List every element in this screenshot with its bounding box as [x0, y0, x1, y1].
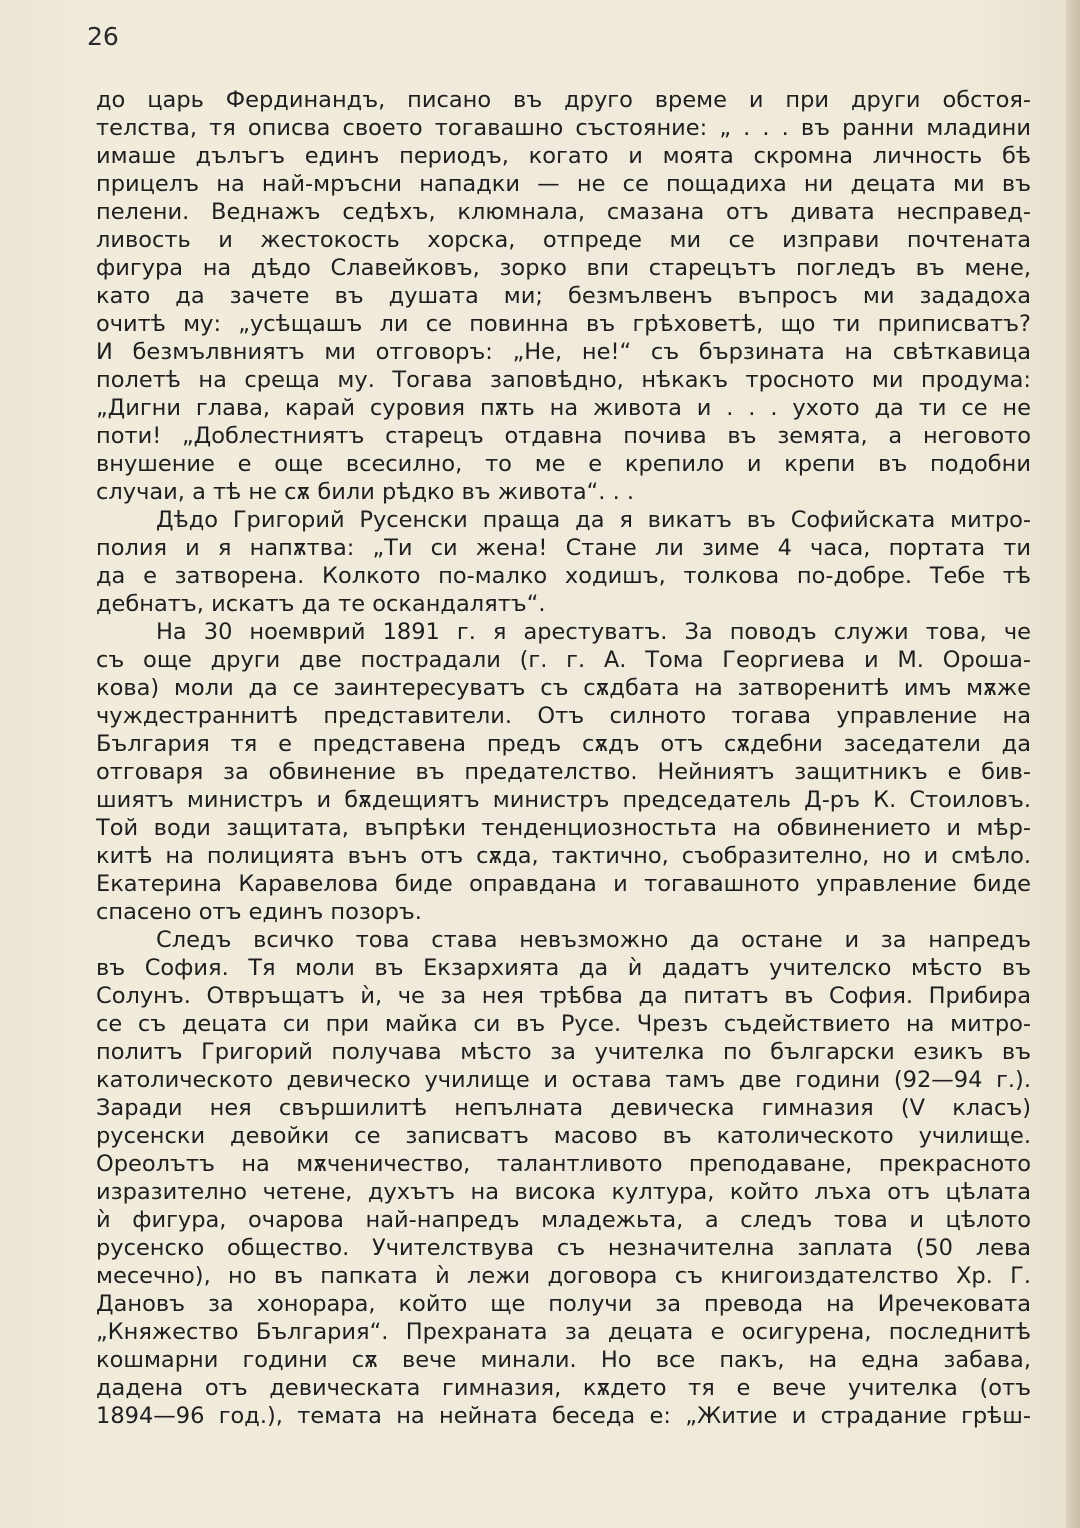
text-line: дадена отъ девическата гимназия, кѫдето тя е вече учителка (отъ [96, 1375, 1031, 1401]
text-line: се съ децата си при майка си въ Русе. Чрезъ съдействието на митро- [96, 1011, 1031, 1037]
text-line: Дановъ за хонорара, който ще получи за превода на Иречековата [96, 1291, 1031, 1317]
text-line: русенски девойки се записватъ масово въ католическото училище. [96, 1123, 1031, 1149]
text-line: политъ Григорий получава мѣсто за учителка по български езикъ въ [96, 1039, 1031, 1065]
text-line: дебнатъ, искатъ да те оскандалятъ“. [96, 591, 546, 617]
page-number: 26 [87, 22, 119, 51]
text-line: 1894—96 год.), темата на нейната беседа е: „Житие и страдание грѣш- [96, 1403, 1031, 1429]
text-line: България тя е представена предъ сѫдъ отъ сѫдебни заседатели да [96, 731, 1031, 757]
text-line: случаи, а тѣ не сѫ били рѣдко въ живота“. . . [96, 479, 635, 505]
text-line: русенско общество. Учителствува съ незначителна заплата (50 лева [96, 1235, 1031, 1261]
text-line: спасено отъ единъ позоръ. [96, 899, 422, 925]
text-line: Дѣдо Григорий Русенски праща да я викатъ въ Софийската митро- [156, 507, 1031, 533]
text-line: полетѣ на среща му. Тогава заповѣдно, нѣкакъ тросното ми продума: [96, 367, 1031, 393]
text-line: очитѣ му: „усѣщашъ ли се повинна въ грѣховетѣ, що ти приписватъ? [96, 311, 1031, 337]
text-line: Екатерина Каравелова биде оправдана и тогавашното управление биде [96, 871, 1031, 897]
text-line: китѣ на полицията вънъ отъ сѫда, тактично, съобразително, но и смѣло. [96, 843, 1031, 869]
text-line: шиятъ министръ и бѫдещиятъ министръ председатель Д-ръ К. Стоиловъ. [96, 787, 1031, 813]
text-line: чуждестраннитѣ представители. Отъ силното тогава управление на [96, 703, 1031, 729]
text-line: Солунъ. Отвръщатъ ѝ, че за нея трѣбва да питатъ въ София. Прибира [96, 983, 1031, 1009]
text-line: да е затворена. Колкото по-малко ходишъ, толкова по-добре. Тебе тѣ [96, 563, 1031, 589]
text-line: Заради нея свършилитѣ непълната девическа гимназия (V класъ) [96, 1095, 1031, 1121]
text-line: ѝ фигура, очарова най-напредъ младежьта, а следъ това и цѣлото [96, 1207, 1031, 1233]
text-line: фигура на дѣдо Славейковъ, зорко впи старецътъ погледъ въ мене, [96, 255, 1031, 281]
text-line: пелени. Веднажъ седѣхъ, клюмнала, смазана отъ дивата несправед- [96, 199, 1031, 225]
text-line: На 30 ноемврий 1891 г. я арестуватъ. За поводъ служи това, че [156, 619, 1031, 645]
text-line: ливость и жестокость хорска, отпреде ми се изправи почтената [96, 227, 1031, 253]
text-line: имаше дълъгъ единъ периодъ, когато и моята скромна личность бѣ [96, 143, 1031, 169]
text-line: като да зачете въ душата ми; безмълвенъ въпросъ ми зададоха [96, 283, 1031, 309]
text-line: отговаря за обвинение въ предателство. Нейниятъ защитникъ е бив- [96, 759, 1031, 785]
text-line: прицелъ на най-мръсни нападки — не се пощадиха ни децата ми въ [96, 171, 1031, 197]
page-edge [1066, 0, 1080, 1528]
text-line: кова) моли да се заинтересуватъ съ сѫдбата на затворенитѣ имъ мѫже [96, 675, 1031, 701]
body-text [96, 86, 1031, 1430]
text-line: католическото девическо училище и остава тамъ две години (92—94 г.). [96, 1067, 1031, 1093]
text-line: съ още други две пострадали (г. г. А. Тома Георгиева и М. Ороша- [96, 647, 1031, 673]
text-line: до царь Фердинандъ, писано въ друго време и при други обстоя- [96, 87, 1031, 113]
text-line: телства, тя описва своето тогавашно състояние: „ . . . въ ранни младини [96, 115, 1031, 141]
text-line: изразително четене, духътъ на висока култура, който лъха отъ цѣлата [96, 1179, 1031, 1205]
text-line: Следъ всичко това става невъзможно да остане и за напредъ [156, 927, 1031, 953]
text-line: внушение е още всесилно, то ме е крепило и крепи въ подобни [96, 451, 1031, 477]
text-line: „Дигни глава, карай суровия пѫть на живота и . . . ухото да ти се не [96, 395, 1031, 421]
text-line: поти! „Доблестниятъ старецъ отдавна почива въ земята, а неговото [96, 423, 1031, 449]
text-line: въ София. Тя моли въ Екзархията да ѝ дадатъ учителско мѣсто въ [96, 955, 1031, 981]
text-line: И безмълвниятъ ми отговоръ: „Не, не!“ съ бързината на свѣткавица [96, 339, 1031, 365]
text-line: Той води защитата, въпрѣки тенденциозностьта на обвинението и мѣр- [96, 815, 1031, 841]
text-line: Ореолътъ на мѫченичество, талантливото преподаване, прекрасното [96, 1151, 1031, 1177]
text-line: месечно), но въ папката ѝ лежи договора съ книгоиздателство Хр. Г. [96, 1263, 1031, 1289]
text-line: кошмарни години сѫ вече минали. Но все пакъ, на една забава, [96, 1347, 1031, 1373]
text-line: „Княжество България“. Прехраната за децата е осигурена, последнитѣ [96, 1319, 1031, 1345]
text-line: полия и я напѫтва: „Ти си жена! Стане ли зиме 4 часа, портата ти [96, 535, 1031, 561]
